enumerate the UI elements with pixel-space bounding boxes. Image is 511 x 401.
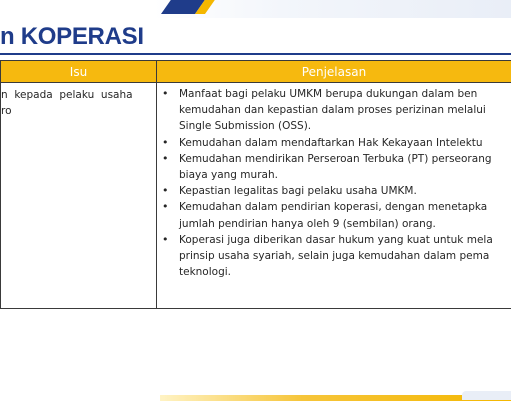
title-underline — [0, 53, 511, 55]
header-isu: Isu — [1, 61, 157, 83]
list-item: • Manfaat bagi pelaku UMKM berupa dukungan dalam ben kemudahan dan kepastian dalam proses perizinan melalui Single Submission (OSS). — [179, 86, 511, 135]
bottom-yellow-bar — [160, 395, 511, 401]
bottom-corner-badge — [462, 391, 511, 400]
page-title: n KOPERASI — [0, 22, 144, 52]
content-table — [0, 60, 511, 309]
penjelasan-list — [157, 86, 511, 280]
list-item: • Kepastian legalitas bagi pelaku usaha UMKM. — [179, 183, 511, 199]
isu-text: n kepada pelaku usaha ro — [1, 87, 156, 119]
table-header-row — [1, 61, 511, 83]
list-item: • Kemudahan dalam mendaftarkan Hak Kekayaan Intelektu — [179, 135, 511, 151]
isu-cell — [1, 83, 157, 309]
list-item: • Koperasi juga diberikan dasar hukum yang kuat untuk mela prinsip usaha syariah, selain juga kemudahan dalam pema teknologi. — [179, 232, 511, 281]
top-decoration-band — [0, 0, 511, 18]
list-item: • Kemudahan dalam pendirian koperasi, dengan menetapka jumlah pendirian hanya oleh 9 (sembilan) orang. — [179, 199, 511, 231]
list-item: • Kemudahan mendirikan Perseroan Terbuka (PT) perseorang biaya yang murah. — [179, 151, 511, 183]
penjelasan-cell — [157, 83, 511, 309]
table-row — [1, 83, 511, 309]
header-penjelasan: Penjelasan — [157, 61, 511, 83]
